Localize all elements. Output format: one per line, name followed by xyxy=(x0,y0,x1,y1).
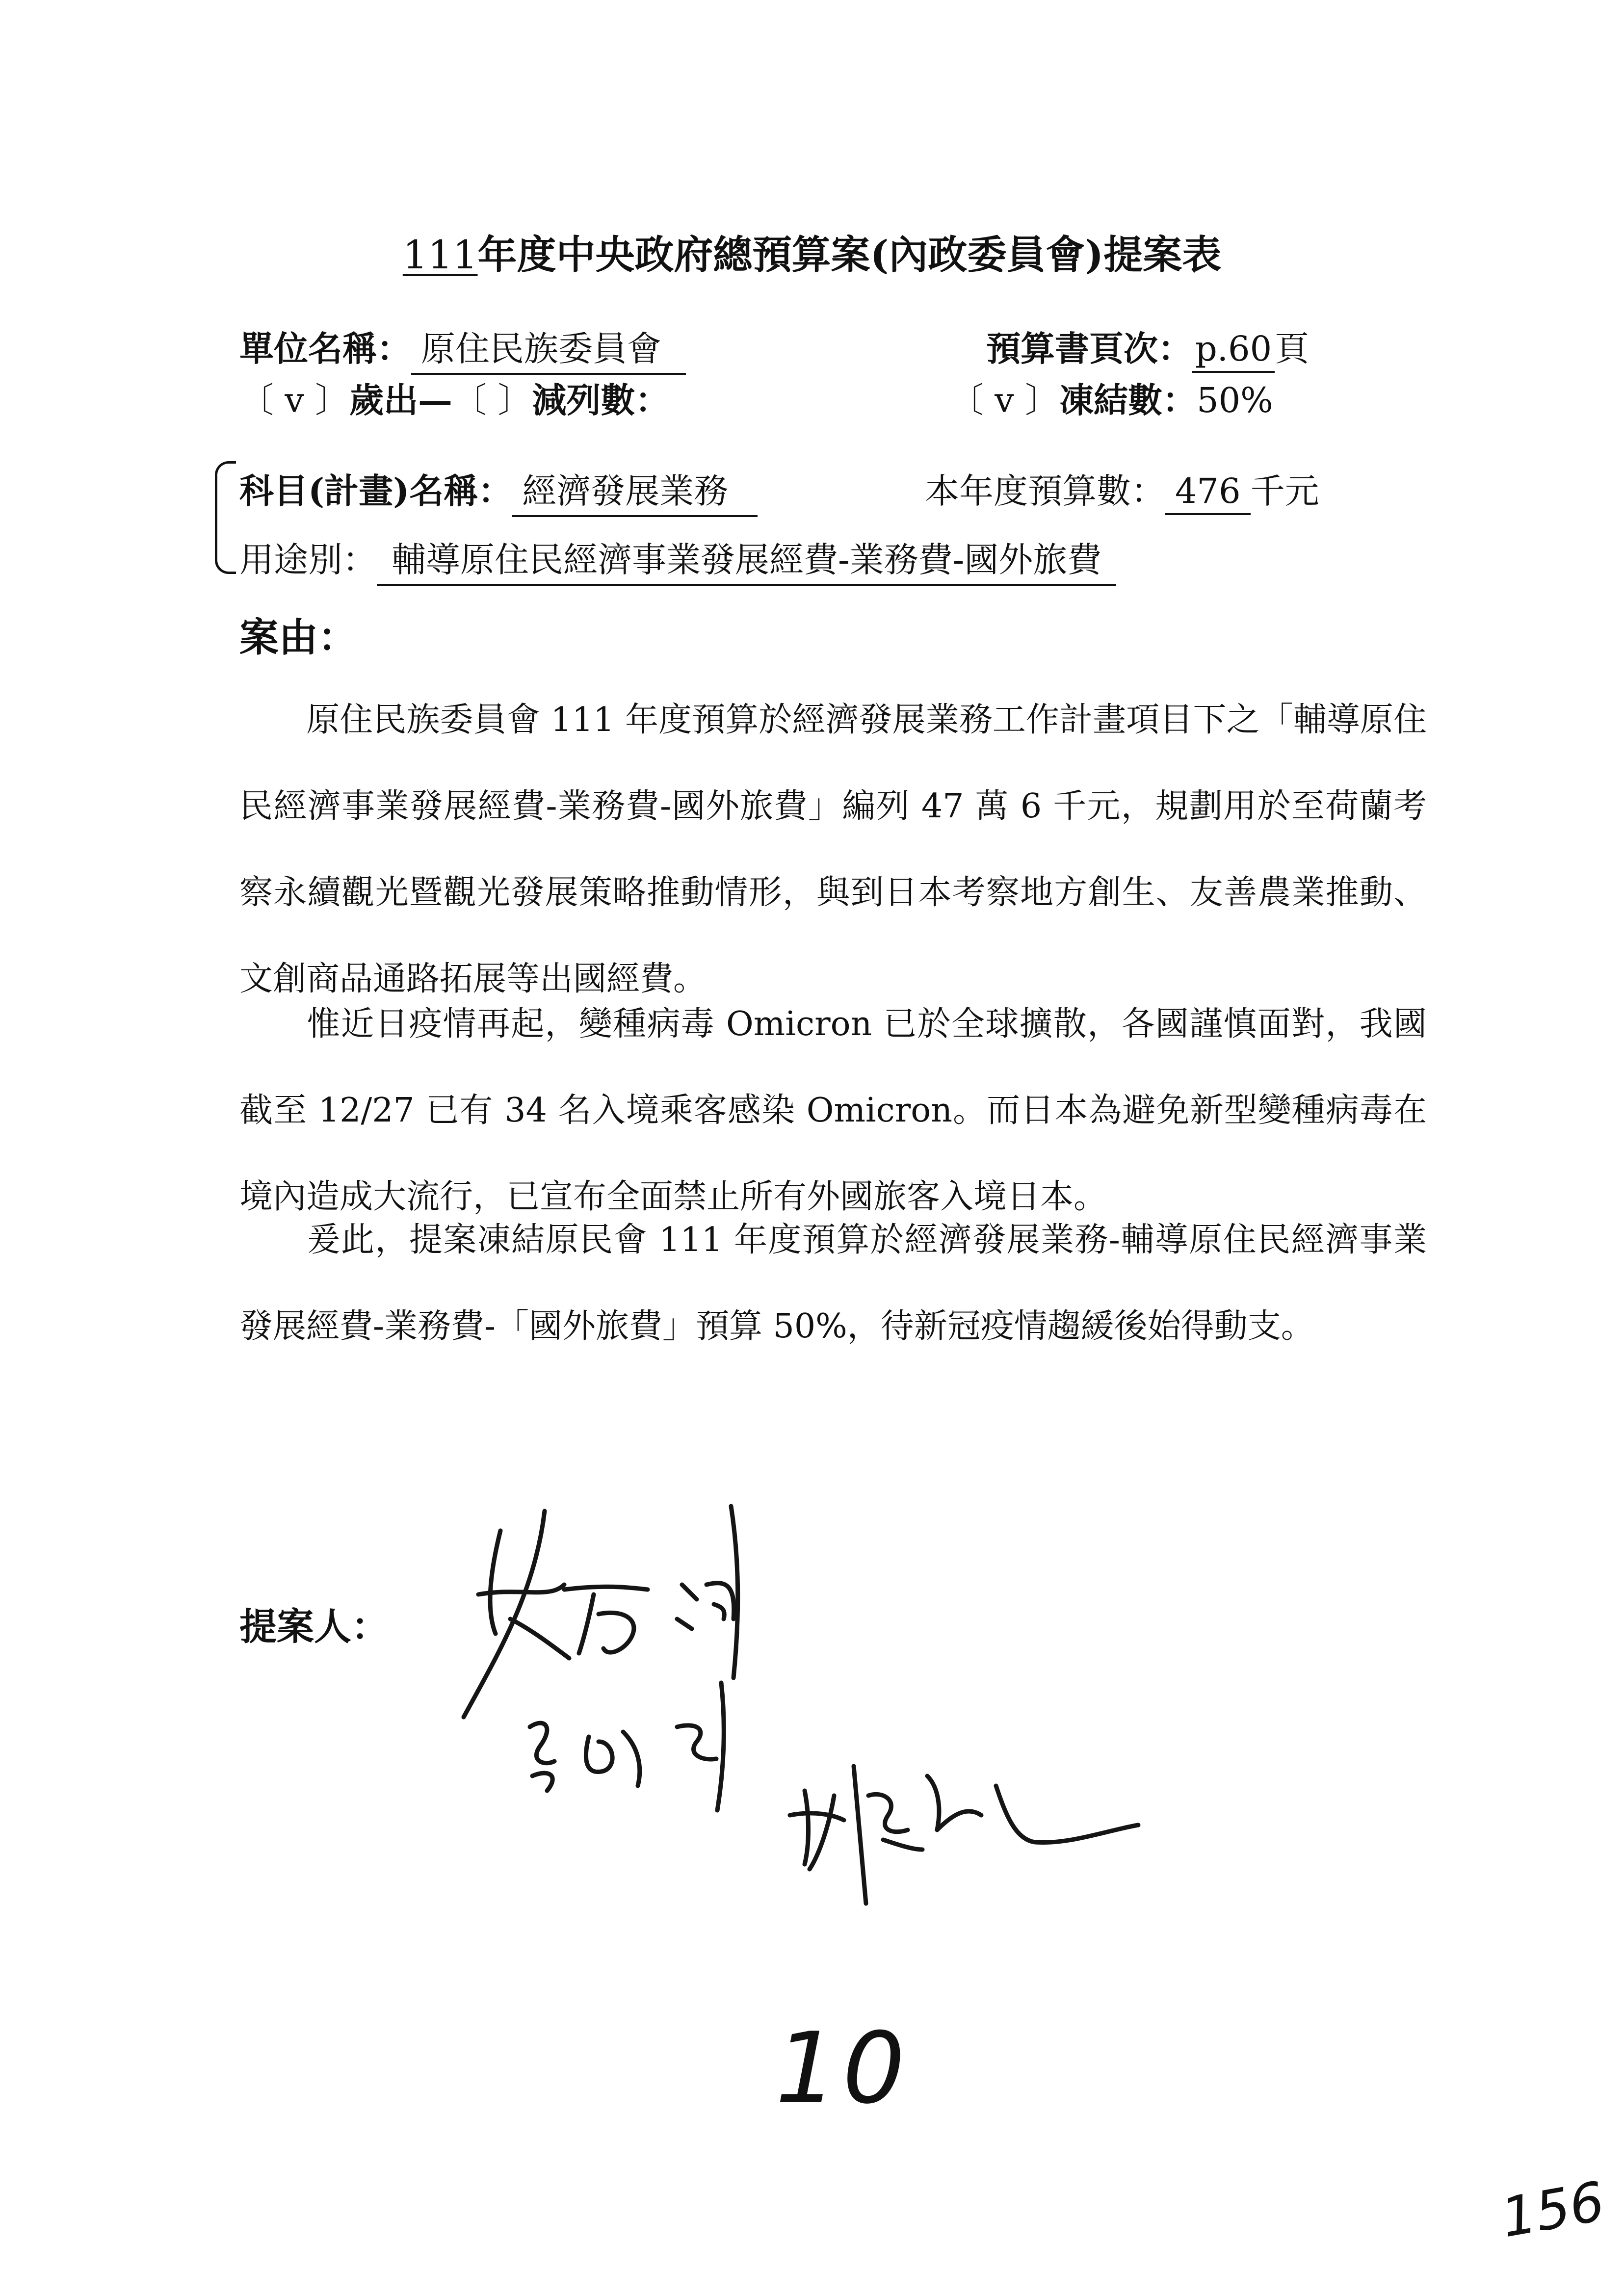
subject-label: 科目(計畫)名稱： xyxy=(239,470,513,511)
budget-label: 本年度預算數： xyxy=(925,471,1165,511)
page-number: 156 xyxy=(1496,2169,1609,2250)
proposer-label: 提案人： xyxy=(239,1605,389,1648)
expense-check-1: 〔 v 〕 xyxy=(239,380,350,420)
expense-label-2: 減列數： xyxy=(532,380,670,420)
unit-value: 原住民族委員會 xyxy=(411,321,686,375)
signature-3 xyxy=(790,1766,1138,1904)
expense-label-1: 歲出— xyxy=(349,380,453,420)
budget-value: 476 xyxy=(1165,471,1251,515)
reason-paragraph-2-text: 惟近日疫情再起，變種病毒 Omicron 已於全球擴散，各國謹慎面對，我國截至 12/27 已有 34 名入境乘客感染 Omicron。而日本為避免新型變種病毒在境內造成大流行，已宣布全面禁止所有外國旅客入境日本。 xyxy=(239,1005,1427,1216)
freeze-label: 凍結數： xyxy=(1059,380,1197,420)
handwritten-number: 10 xyxy=(775,2011,910,2126)
signature-2 xyxy=(530,1683,724,1810)
page-ref-suffix: 頁 xyxy=(1275,329,1310,369)
expense-check-2: 〔 〕 xyxy=(452,380,532,420)
title-year: 111 xyxy=(402,232,478,278)
freeze-value: 50% xyxy=(1197,380,1273,420)
reason-paragraph-3-text: 爰此，提案凍結原民會 111 年度預算於經濟發展業務-輔導原住民經濟事業發展經費-業務費-「國外旅費」預算 50%，待新冠疫情趨緩後始得動支。 xyxy=(239,1221,1427,1346)
subject-value: 經濟發展業務 xyxy=(512,464,758,517)
unit-label: 單位名稱： xyxy=(239,328,411,369)
purpose-value: 輔導原住民經濟事業發展經費-業務費-國外旅費 xyxy=(377,532,1116,586)
reason-heading: 案由： xyxy=(239,614,357,660)
signature-1 xyxy=(464,1506,738,1717)
title-text: 年度中央政府總預算案(內政委員會)提案表 xyxy=(477,232,1222,278)
page-ref-value: p.60 xyxy=(1192,329,1275,373)
purpose-label: 用途別： xyxy=(239,540,377,580)
page-ref-label: 預算書頁次： xyxy=(986,328,1192,369)
freeze-check: 〔 v 〕 xyxy=(949,380,1060,420)
reason-paragraph-1-text: 原住民族委員會 111 年度預算於經濟發展業務工作計畫項目下之「輔導原住民經濟事業發展經費-業務費-國外旅費」編列 47 萬 6 千元，規劃用於至荷蘭考察永續觀光暨觀光發展策略推動情形，與到日本考察地方創生、友善農業推動、文創商品通路拓展等出國經費。 xyxy=(239,701,1427,998)
budget-unit: 千元 xyxy=(1250,471,1319,511)
